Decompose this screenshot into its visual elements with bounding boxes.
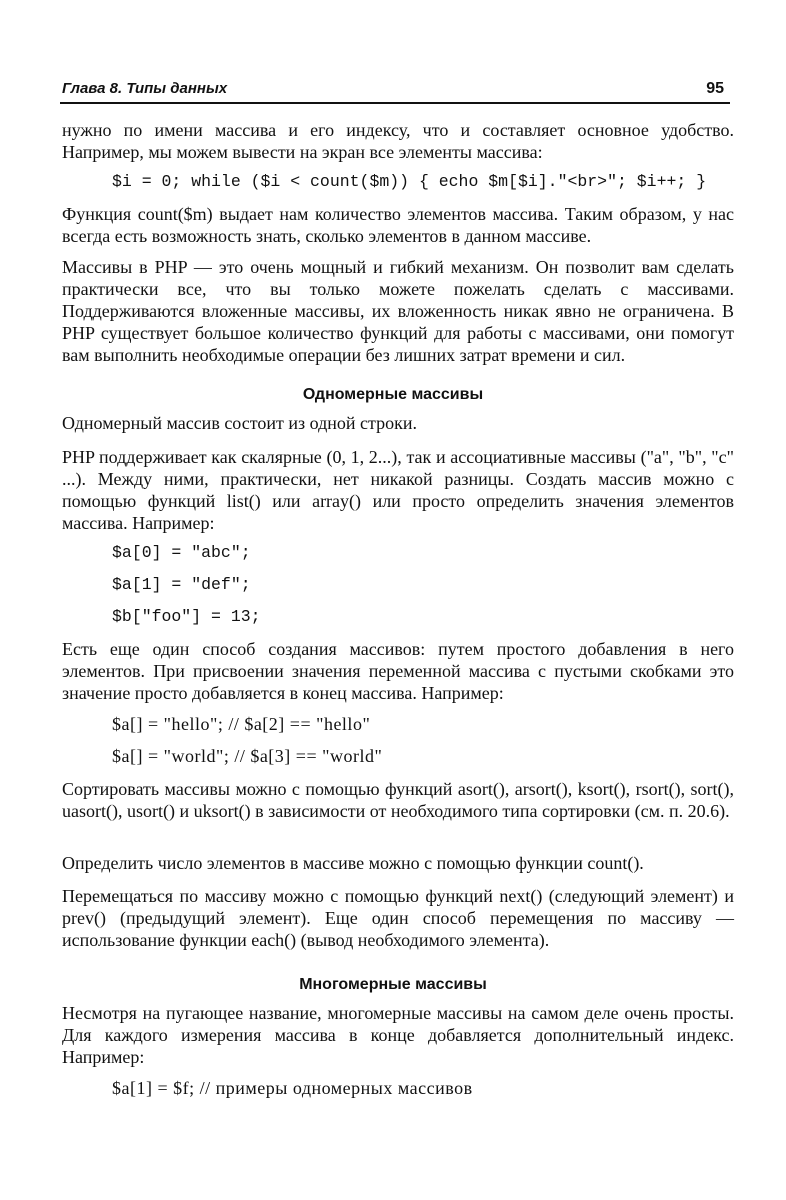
heading-one-dimensional: Одномерные массивы xyxy=(302,386,484,403)
header-rule xyxy=(60,102,730,104)
code-world: $a[] = "world"; // $a[3] == "world" xyxy=(112,746,383,766)
heading-multi-dimensional: Многомерные массивы xyxy=(299,976,487,993)
chapter-title: Глава 8. Типы данных xyxy=(62,80,228,97)
code-bfoo: $b["foo"] = 13; xyxy=(112,607,261,626)
code-hello: $a[] = "hello"; // $a[2] == "hello" xyxy=(112,714,371,734)
paragraph-sort: Сортировать массивы можно с помощью функций asort(), arsort(), ksort(), rsort(), sort(), uasort(), usort() и uksort() в зависимости от необходимого типа сортировки (см. п. 20.6). xyxy=(62,779,734,821)
paragraph-one-row: Одномерный массив состоит из одной строки. xyxy=(62,413,417,433)
paragraph-append: Есть еще один способ создания массивов: путем простого добавления в него элементов. При присвоении значения переменной массива с пустыми скобками это значение просто добавляется в конец массива. Например: xyxy=(62,639,734,703)
code-a1: $a[1] = "def"; xyxy=(112,575,251,594)
paragraph-count: Функция count($m) выдает нам количество элементов массива. Таким образом, у нас всегда есть возможность знать, сколько элементов в данном массиве. xyxy=(62,204,734,246)
paragraph-multidim: Несмотря на пугающее название, многомерные массивы на самом деле очень просты. Для каждого измерения массива в конце добавляется дополнительный индекс. Например: xyxy=(62,1003,734,1067)
code-while-loop: $i = 0; while ($i < count($m)) { echo $m[$i]."<br>"; $i++; } xyxy=(112,172,707,191)
code-multidim-example: $a[1] = $f; // примеры одномерных массивов xyxy=(112,1078,473,1098)
code-a0: $a[0] = "abc"; xyxy=(112,543,251,562)
paragraph-php-arrays: Массивы в PHP — это очень мощный и гибкий механизм. Он позволит вам сделать практически все, что вы только можете пожелать сделать с массивами. Поддерживаются вложенные массивы, их вложенность никак явно не ограничена. В PHP существует большое количество функций для работы с массивами, они помогут вам выполнить необходимые операции без лишних затрат времени и сил. xyxy=(62,257,734,365)
page-number: 95 xyxy=(706,80,724,97)
paragraph-count-fn: Определить число элементов в массиве можно с помощью функции count(). xyxy=(62,853,644,873)
paragraph-navigation: Перемещаться по массиву можно с помощью функций next() (следующий элемент) и prev() (предыдущий элемент). Еще один способ перемещения по массиву — использование функции each() (вывод необходимого элемента). xyxy=(62,886,734,950)
paragraph-intro: нужно по имени массива и его индексу, что и составляет основное удобство. Например, мы можем вывести на экран все элементы массива: xyxy=(62,120,734,162)
paragraph-scalar-assoc: PHP поддерживает как скалярные (0, 1, 2...), так и ассоциативные массивы ("a", "b", "c" ...). Между ними, практически, нет никакой разницы. Создать массив можно с помощью функций list() или array() или просто определить значения элементов массива. Например: xyxy=(62,447,734,533)
